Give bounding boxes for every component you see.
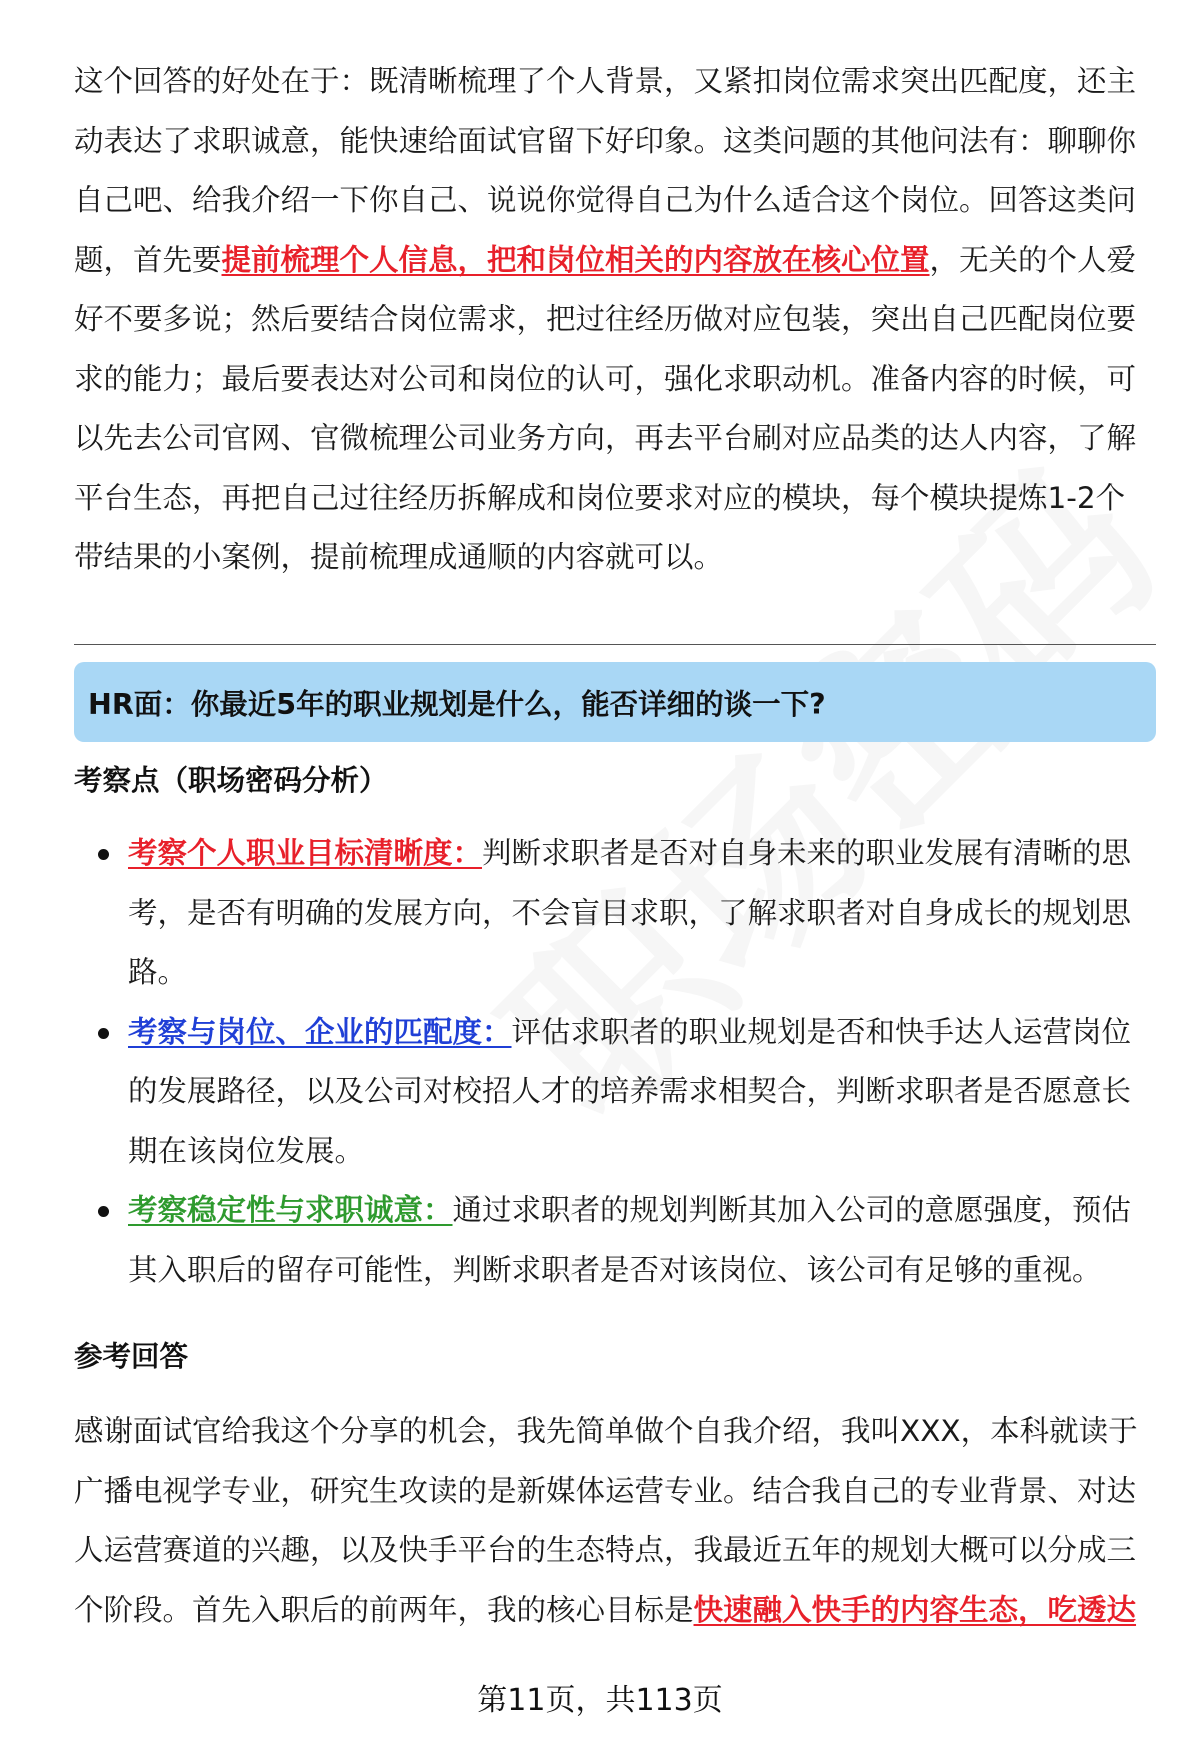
intro-paragraph: [74, 52, 1154, 588]
intro-highlight: 提前梳理个人信息，把和岗位相关的内容放在核心位置: [221, 242, 930, 277]
assessment-text: 判断求职者是否对自身未来的职业发展有清晰的思考，是否有明确的发展方向，不会盲目求职，了解求职者对自身成长的规划思路。: [128, 836, 1132, 989]
assessment-text: 通过求职者的规划判断其加入公司的意愿强度，预估其入职后的留存可能性，判断求职者是否对该岗位、该公司有足够的重视。: [128, 1193, 1132, 1287]
assessment-label: 考察稳定性与求职诚意：: [128, 1193, 453, 1227]
answer-heading: 参考回答: [74, 1340, 189, 1373]
intro-text-1: 这个回答的好处在于：既清晰梳理了个人背景，又紧扣岗位需求突出匹配度，还主动表达了求职诚意，能快速给面试官留下好印象。这类问题的其他问法有：聊聊你自己吧、给我介绍一下你自己、说说你觉得自己为什么适合这个岗位。回答这类问题，首先要: [74, 64, 1137, 277]
page-number: 第11页，共113页: [477, 1683, 723, 1718]
assessment-list: [74, 824, 1156, 1300]
question-box: [74, 662, 1156, 742]
question-text: HR面：你最近5年的职业规划是什么，能否详细的谈一下?: [88, 687, 826, 721]
assessment-text: 评估求职者的职业规划是否和快手达人运营岗位的发展路径，以及公司对校招人才的培养需求相契合，判断求职者是否愿意长期在该岗位发展。: [128, 1014, 1132, 1168]
assessment-label: 考察与岗位、企业的匹配度：: [128, 1014, 512, 1049]
answer-highlight: 快速融入快手的内容生态，吃透达: [693, 1592, 1137, 1627]
assessment-item: [74, 1003, 1156, 1182]
bullet-dot-icon: [98, 1028, 109, 1039]
assessment-heading: 考察点（职场密码分析）: [74, 764, 388, 797]
section-divider: [74, 644, 1156, 645]
assessment-label: 考察个人职业目标清晰度：: [128, 836, 483, 870]
answer-text: 感谢面试官给我这个分享的机会，我先简单做个自我介绍，我叫XXX，本科就读于广播电视学专业，研究生攻读的是新媒体运营专业。结合我自己的专业背景、对达人运营赛道的兴趣，以及快手平台的生态特点，我最近五年的规划大概可以分成三个阶段。首先入职后的前两年，我的核心目标是: [74, 1414, 1138, 1627]
bullet-dot-icon: [98, 1206, 109, 1217]
answer-paragraph: [74, 1402, 1154, 1640]
assessment-item: [74, 1181, 1156, 1300]
intro-text-2: ，无关的个人爱好不要多说；然后要结合岗位需求，把过往经历做对应包装，突出自己匹配岗位要求的能力；最后要表达对公司和岗位的认可，强化求职动机。准备内容的时候，可以先去公司官网、官微梳理公司业务方向，再去平台刷对应品类的达人内容，了解平台生态，再把自己过往经历拆解成和岗位要求对应的模块，每个模块提炼1-2个带结果的小案例，提前梳理成通顺的内容就可以。: [74, 242, 1137, 574]
assessment-item: [74, 824, 1156, 1003]
bullet-dot-icon: [98, 849, 109, 860]
